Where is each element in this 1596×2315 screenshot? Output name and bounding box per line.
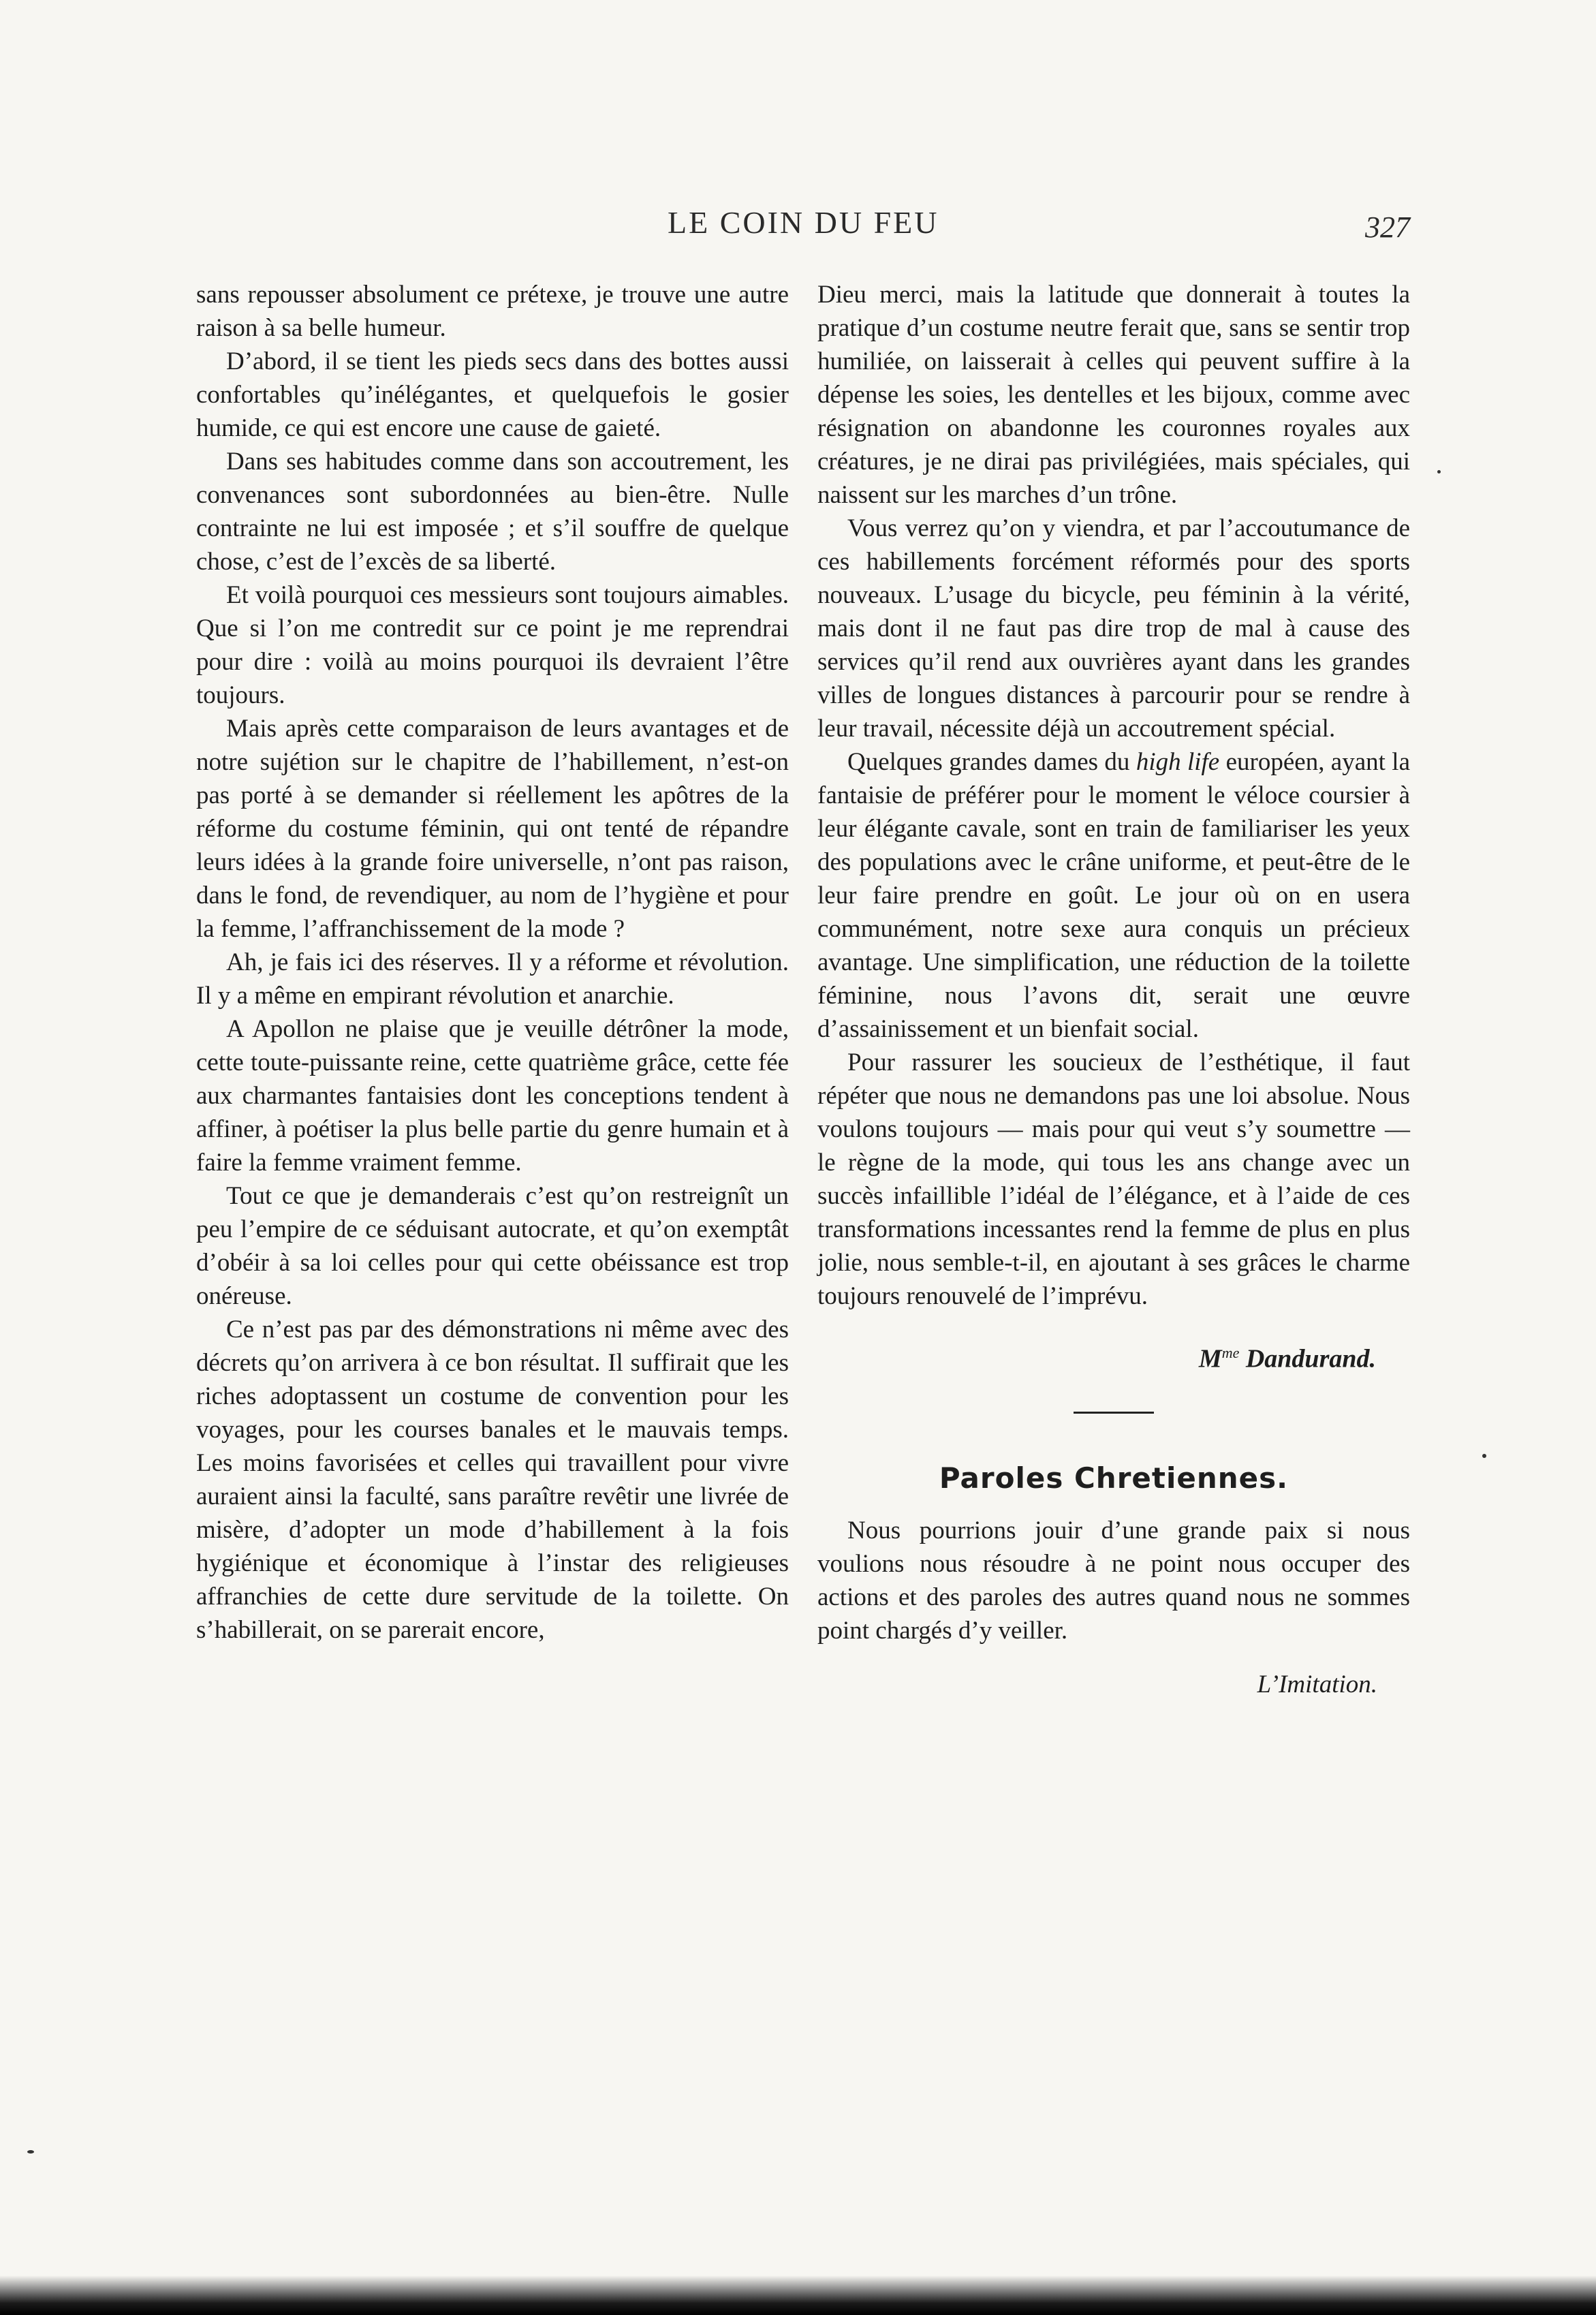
signature-superscript: me	[1221, 1344, 1240, 1361]
scan-speck	[1437, 470, 1441, 473]
paragraph-text: européen, ayant la fantaisie de préférer pour le moment le véloce coursier à leur élégante cavale, sont en train de familiariser les yeux des populations avec le crâne uniforme, et peut-être de le leur faire prendre en goût. Le jour où on en usera communément, notre sexe aura conquis un précieux avantage. Une simplification, une réduction de la toilette féminine, nous l’avons dit, serait une œuvre d’assainissement et un bienfait social.	[817, 748, 1411, 1043]
paragraph: Vous verrez qu’on y viendra, et par l’accoutumance de ces habillements forcément réformés pour des sports nouveaux. L’usage du bicycle, peu féminin à la vérité, mais dont il ne faut pas dire trop de mal à cause des services qu’il rend aux ouvrières ayant dans les grandes villes de longues distances à parcourir pour se rendre à leur travail, nécessite déjà un accoutrement spécial.	[817, 514, 1410, 743]
page-bottom-edge	[0, 2275, 1596, 2315]
paragraph: Tout ce que je demanderais c’est qu’on restreignît un peu l’empire de ce séduisant autocrate, et qu’on exemptât d’obéir à sa loi celles pour qui cette obéissance est trop onéreuse.	[196, 1182, 789, 1310]
quote-paragraph: Nous pourrions jouir d’une grande paix si nous voulions nous résoudre à ne point nous occuper des actions et des paroles des autres quand nous ne sommes point chargés d’y veiller.	[817, 1516, 1410, 1645]
paragraph: Pour rassurer les soucieux de l’esthétique, il faut répéter que nous ne demandons pas une loi absolue. Nous voulons toujours — mais pour qui veut s’y soumettre — le règne de la mode, qui tous les ans change avec un succès infaillible l’idéal de l’élégance, et à l’aide de ces transformations incessantes rend la femme de plus en plus jolie, nous semble-t-il, en ajoutant à ses grâces le charme toujours renouvelé de l’imprévu.	[817, 1048, 1410, 1310]
right-column	[817, 278, 1410, 1701]
paragraph: Dans ses habitudes comme dans son accoutrement, les convenances sont subordonnées au bien-être. Nulle contrainte ne lui est imposée ; et s’il souffre de quelque chose, c’est de l’excès de sa liberté.	[196, 448, 789, 576]
left-column	[196, 278, 789, 1647]
running-head: LE COIN DU FEU	[668, 205, 939, 240]
section-title: Paroles Chretiennes.	[939, 1461, 1289, 1495]
scan-speck	[1482, 1454, 1486, 1458]
signature-name: Dandurand.	[1245, 1344, 1376, 1373]
paragraph: sans repousser absolument ce prétexe, je trouve une autre raison à sa belle humeur.	[196, 281, 789, 342]
page-number: 327	[1365, 211, 1410, 244]
paragraph: Ce n’est pas par des démonstrations ni même avec des décrets qu’on arrivera à ce bon résultat. Il suffirait que les riches adoptassent un costume de convention pour les voyages, pour les courses banales et le mauvais temps. Les moins favorisées et celles qui travaillent pour vivre auraient ainsi la faculté, sans paraître revêtir une livrée de misère, d’adopter un mode d’habillement à la fois hygiénique et économique à l’instar des religieuses affranchies de cette dure servitude de la toilette. On s’habillerait, on se parerait encore,	[196, 1316, 789, 1644]
emphasis-high-life: high life	[1136, 748, 1220, 776]
section-divider	[1074, 1412, 1154, 1414]
signature-prefix: M	[1198, 1344, 1222, 1373]
section-body	[817, 1514, 1410, 1647]
paragraph-text: Quelques grandes dames du	[847, 748, 1136, 776]
paragraph	[817, 745, 1410, 1046]
paragraph: Mais après cette comparaison de leurs avantages et de notre sujétion sur le chapitre de l’habillement, n’est-on pas porté à se demander si réellement les apôtres de la réforme du costume féminin, qui ont tenté de répandre leurs idées à la grande foire universelle, n’ont pas raison, dans le fond, de revendiquer, au nom de l’hygiène et pour la femme, l’affranchissement de la mode ?	[196, 715, 789, 943]
paragraph: Dieu merci, mais la latitude que donnerait à toutes la pratique d’un costume neutre ferait que, sans se sentir trop humiliée, on laisserait à celles qui peuvent suffire à la dépense les soies, les dentelles et les bijoux, comme avec résignation on abandonne les couronnes royales aux créatures, je ne dirai pas privilégiées, mais spéciales, qui naissent sur les marches d’un trône.	[817, 281, 1410, 509]
paragraph: Ah, je fais ici des réserves. Il y a réforme et révolution. Il y a même en empirant révolution et anarchie.	[196, 948, 789, 1010]
author-signature	[817, 1336, 1376, 1376]
quote-attribution: L’Imitation.	[1257, 1670, 1377, 1698]
paragraph: Et voilà pourquoi ces messieurs sont toujours aimables. Que si l’on me contredit sur ce point je me reprendrai pour dire : voilà au moins pourquoi ils devraient l’être toujours.	[196, 581, 789, 709]
scan-speck	[27, 2150, 34, 2154]
paragraph: D’abord, il se tient les pieds secs dans des bottes aussi confortables qu’inélégantes, et quelquefois le gosier humide, ce qui est encore une cause de gaieté.	[196, 347, 789, 442]
paragraph: A Apollon ne plaise que je veuille détrôner la mode, cette toute-puissante reine, cette quatrième grâce, cette fée aux charmantes fantaisies dont les conceptions tendent à affiner, à poétiser la plus belle partie du genre humain et à faire la femme vraiment femme.	[196, 1015, 789, 1177]
